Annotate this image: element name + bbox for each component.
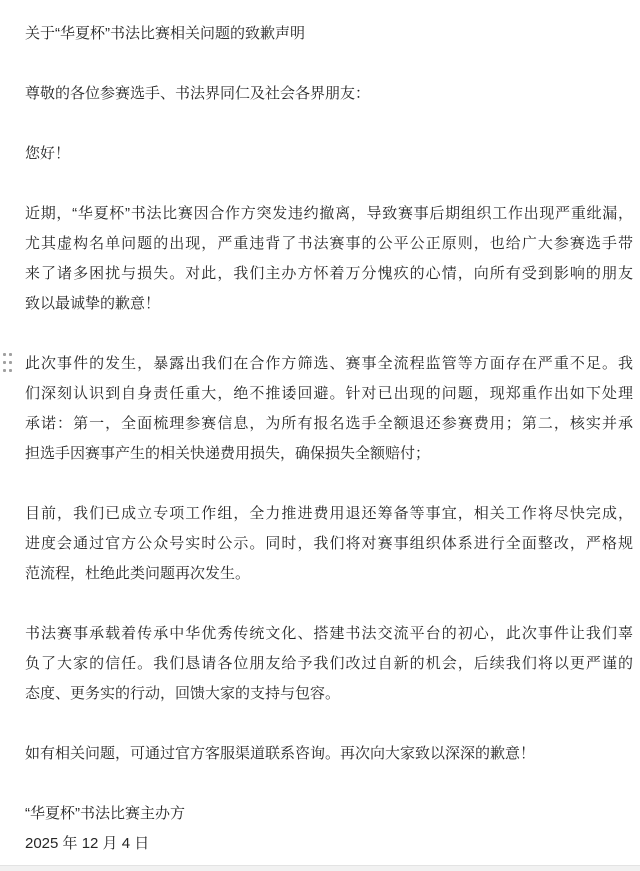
paragraph-line: 进度会通过官方公众号实时公示。同时，我们将对赛事组织体系进行全面整改，严格规 — [25, 535, 633, 552]
paragraph-line: 范流程，杜绝此类问题再次发生。 — [25, 565, 251, 582]
signature-text: “华夏杯”书法比赛主办方 — [25, 805, 185, 822]
paragraph-line: 书法赛事承载着传承中华优秀传统文化、搭建书法交流平台的初心，此次事件让我们辜 — [25, 625, 633, 642]
paragraph-line: 近期，“华夏杯”书法比赛因合作方突发违约撤离，导致赛事后期组织工作出现严重纰漏， — [25, 205, 633, 222]
drag-handle-dot — [3, 369, 6, 372]
paragraph-line: 们深刻认识到自身责任重大，绝不推诿回避。针对已出现的问题，现郑重作出如下处理 — [25, 385, 633, 402]
paragraph-2 — [25, 349, 633, 469]
drag-handle-dot — [9, 361, 12, 364]
bottom-edge-bar — [0, 865, 640, 871]
drag-handle-dot — [9, 369, 12, 372]
paragraph-5 — [25, 739, 633, 769]
title-block — [25, 19, 633, 49]
paragraph-3 — [25, 499, 633, 589]
drag-handle-dot — [3, 353, 6, 356]
drag-handle-dot — [3, 361, 6, 364]
drag-handle-dot — [9, 353, 12, 356]
salutation-text: 尊敬的各位参赛选手、书法界同仁及社会各界朋友： — [25, 85, 371, 102]
paragraph-line: 来了诸多困扰与损失。对此，我们主办方怀着万分愧疚的心情，向所有受到影响的朋友 — [25, 265, 633, 282]
paragraph-line: 担选手因赛事产生的相关快递费用损失，确保损失全额赔付； — [25, 445, 431, 462]
page-title: 关于“华夏杯”书法比赛相关问题的致歉声明 — [25, 25, 305, 42]
drag-handle-icon[interactable] — [3, 353, 12, 372]
paragraph-line: 态度、更务实的行动，回馈大家的支持与包容。 — [25, 685, 341, 702]
salutation-block — [25, 79, 633, 109]
greeting-text: 您好！ — [25, 145, 71, 162]
paragraph-4 — [25, 619, 633, 709]
paragraph-line: 致以最诚挚的歉意！ — [25, 295, 161, 312]
signature-block — [25, 799, 633, 859]
greeting-block — [25, 139, 633, 169]
paragraph-line: 尤其虚构名单问题的出现，严重违背了书法赛事的公平公正原则，也给广大参赛选手带 — [25, 235, 633, 252]
paragraph-line: 如有相关问题，可通过官方客服渠道联系咨询。再次向大家致以深深的歉意！ — [25, 745, 536, 762]
paragraph-line: 负了大家的信任。我们恳请各位朋友给予我们改过自新的机会，后续我们将以更严谨的 — [25, 655, 633, 672]
paragraph-line: 承诺：第一，全面梳理参赛信息，为所有报名选手全额退还参赛费用；第二，核实并承 — [25, 415, 633, 432]
paragraph-line: 此次事件的发生，暴露出我们在合作方筛选、赛事全流程监管等方面存在严重不足。我 — [25, 355, 633, 372]
date-text: 2025 年 12 月 4 日 — [25, 835, 150, 852]
paragraph-line: 目前，我们已成立专项工作组，全力推进费用退还筹备等事宜，相关工作将尽快完成， — [25, 505, 633, 522]
paragraph-1 — [25, 199, 633, 319]
